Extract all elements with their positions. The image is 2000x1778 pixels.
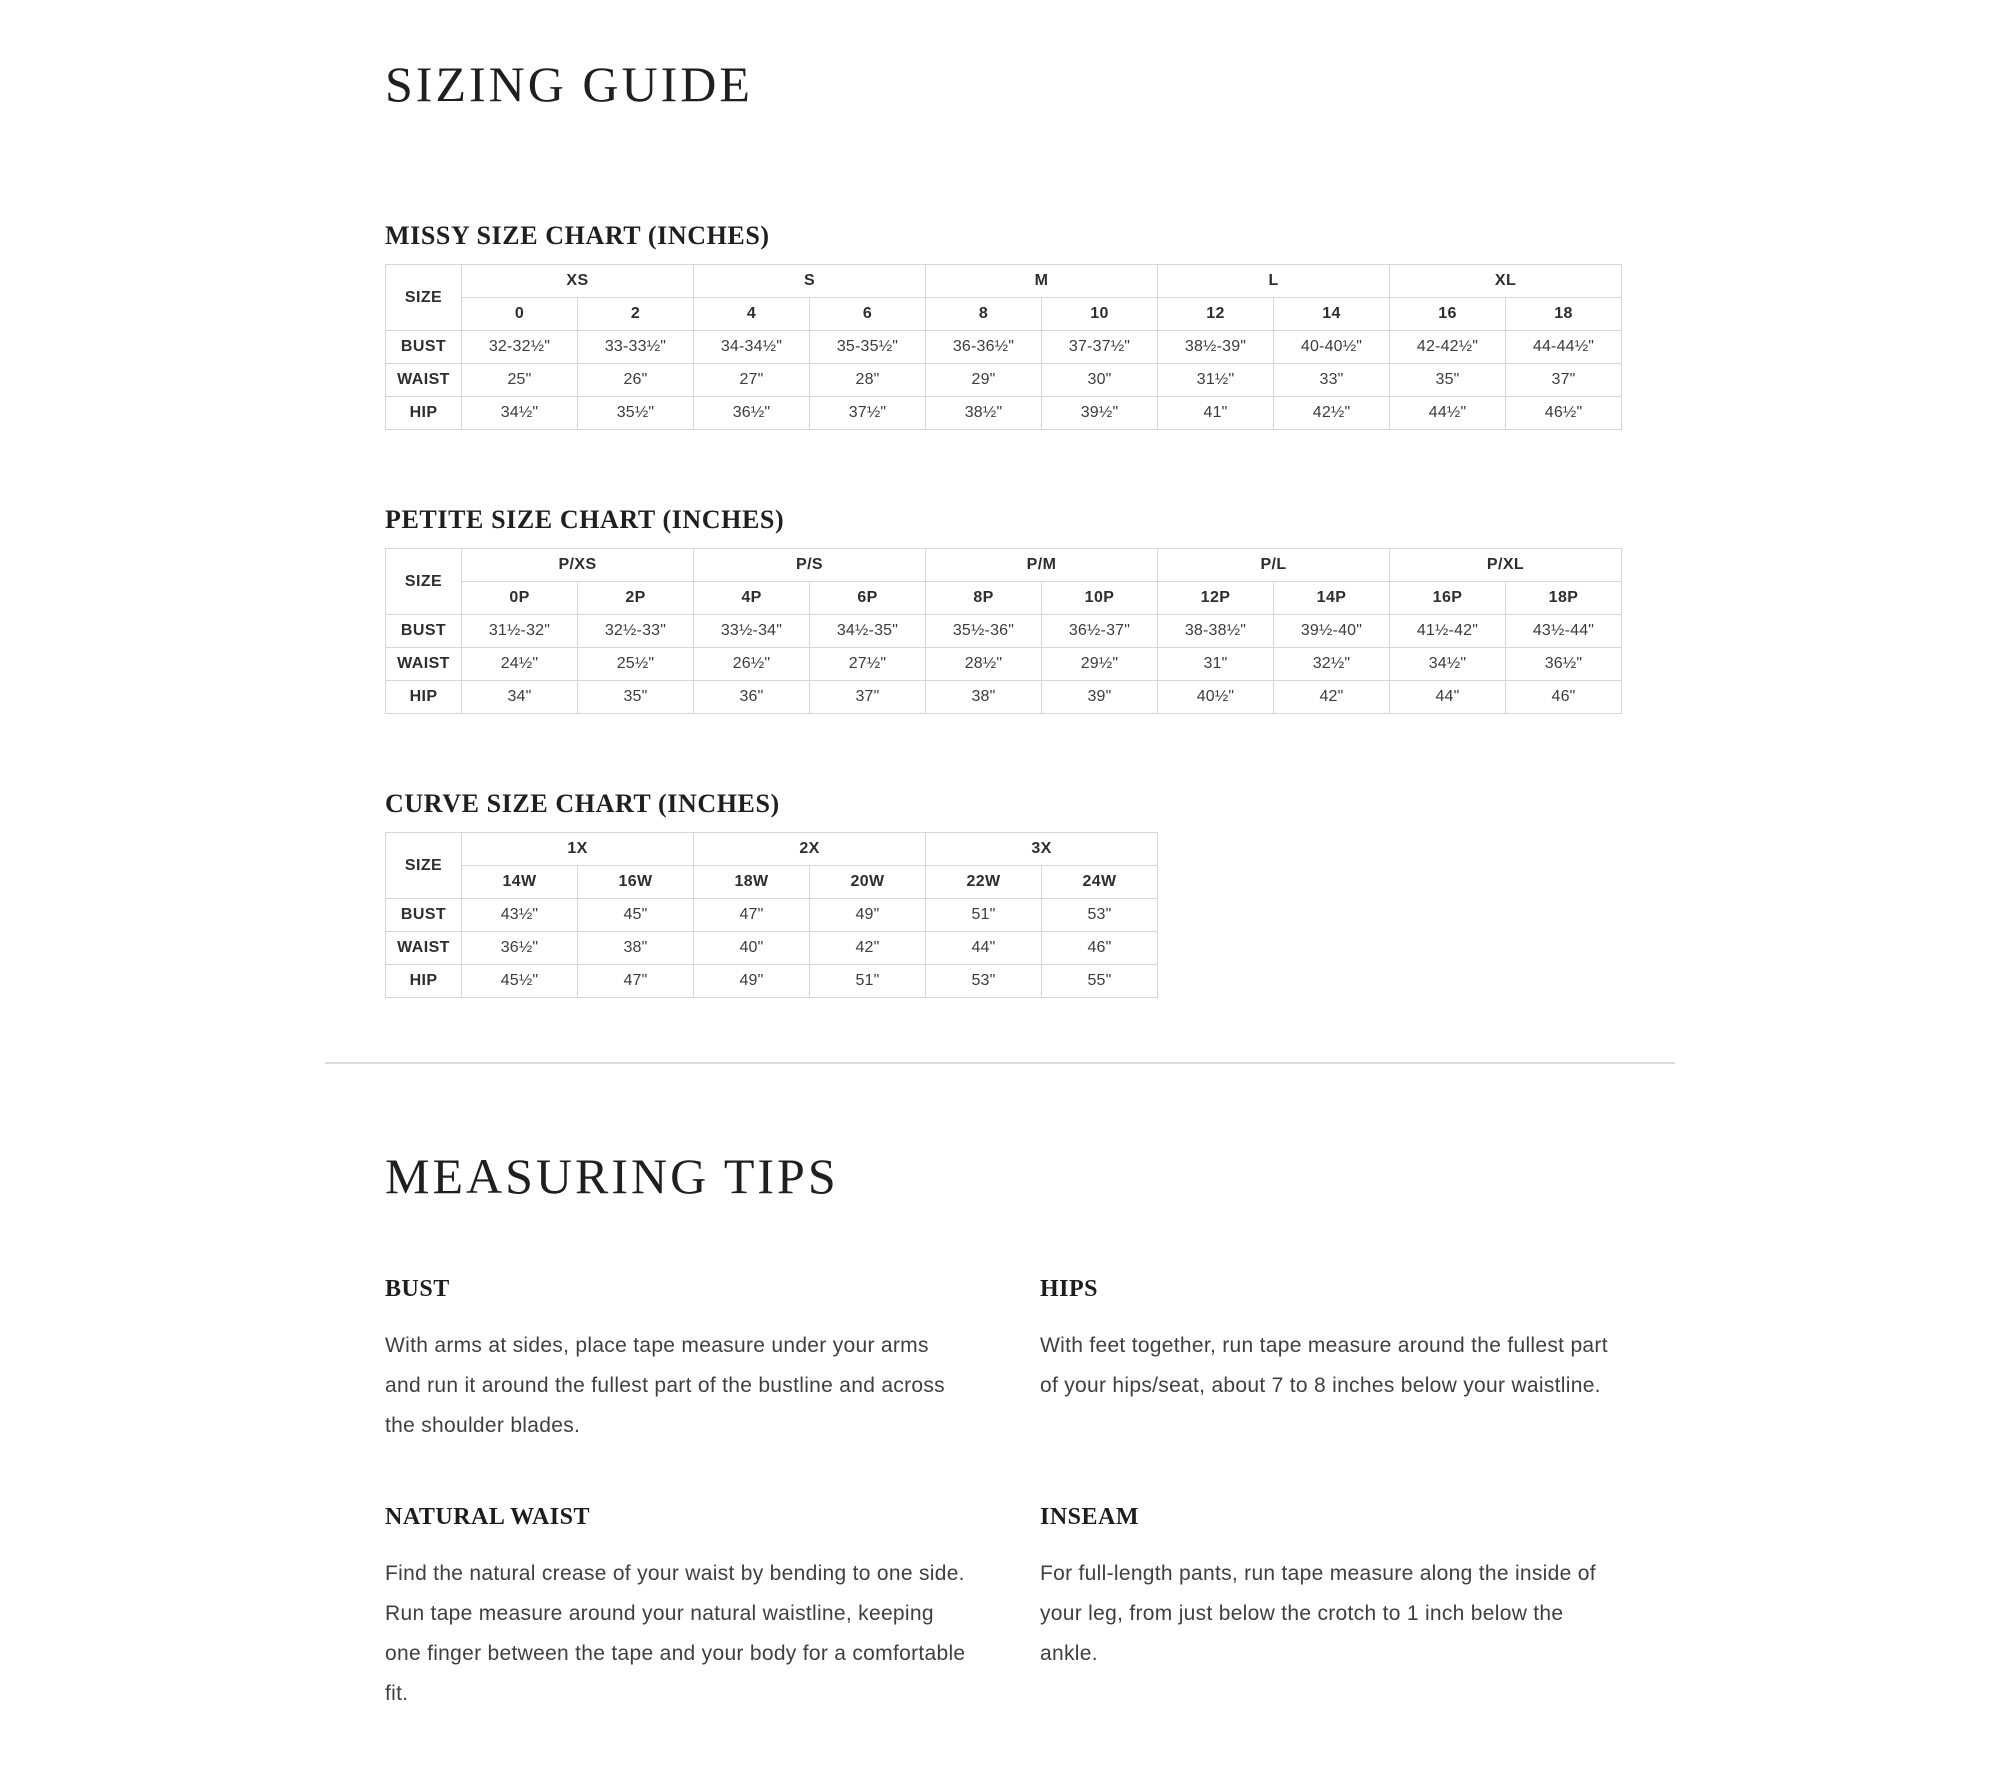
table-header-size-row <box>386 298 1622 331</box>
size-number-cell: 14W <box>462 866 578 899</box>
measure-value-cell: 35" <box>578 681 694 714</box>
table-data-row <box>386 648 1622 681</box>
measure-value-cell: 39" <box>1042 681 1158 714</box>
measure-value-cell: 27" <box>694 364 810 397</box>
measure-value-cell: 41½-42" <box>1390 615 1506 648</box>
measure-value-cell: 35" <box>1390 364 1506 397</box>
table-data-row <box>386 932 1158 965</box>
measure-value-cell: 34½" <box>1390 648 1506 681</box>
section-divider <box>325 1062 1675 1064</box>
measure-value-cell: 36½" <box>694 397 810 430</box>
measure-value-cell: 33" <box>1274 364 1390 397</box>
tip-inseam <box>1040 1504 1625 1714</box>
measure-value-cell: 35½-36" <box>926 615 1042 648</box>
measure-value-cell: 27½" <box>810 648 926 681</box>
measure-value-cell: 51" <box>926 899 1042 932</box>
measure-value-cell: 32½" <box>1274 648 1390 681</box>
measure-value-cell: 43½" <box>462 899 578 932</box>
measure-value-cell: 29" <box>926 364 1042 397</box>
table-header-group-row <box>386 549 1622 582</box>
measure-value-cell: 32½-33" <box>578 615 694 648</box>
measure-value-cell: 36½" <box>462 932 578 965</box>
measure-value-cell: 39½-40" <box>1274 615 1390 648</box>
size-number-cell: 16 <box>1390 298 1506 331</box>
table-data-row <box>386 364 1622 397</box>
measure-value-cell: 42" <box>1274 681 1390 714</box>
size-number-cell: 2P <box>578 582 694 615</box>
table-header-group-row <box>386 265 1622 298</box>
size-number-cell: 2 <box>578 298 694 331</box>
measure-value-cell: 29½" <box>1042 648 1158 681</box>
size-number-cell: 12 <box>1158 298 1274 331</box>
size-number-cell: 14 <box>1274 298 1390 331</box>
size-number-cell: 14P <box>1274 582 1390 615</box>
measure-value-cell: 24½" <box>462 648 578 681</box>
size-label-cell: SIZE <box>386 549 462 615</box>
size-number-cell: 6 <box>810 298 926 331</box>
measure-value-cell: 37½" <box>810 397 926 430</box>
size-group-cell: S <box>694 265 926 298</box>
size-label-cell: SIZE <box>386 833 462 899</box>
size-chart-table-petite <box>385 548 1622 714</box>
measure-value-cell: 47" <box>578 965 694 998</box>
measure-value-cell: 49" <box>810 899 926 932</box>
size-number-cell: 20W <box>810 866 926 899</box>
size-group-cell: P/L <box>1158 549 1390 582</box>
measure-value-cell: 37" <box>810 681 926 714</box>
size-number-cell: 18P <box>1506 582 1622 615</box>
measure-value-cell: 42-42½" <box>1390 331 1506 364</box>
size-number-cell: 0 <box>462 298 578 331</box>
size-group-cell: P/M <box>926 549 1158 582</box>
size-charts <box>385 222 1625 998</box>
measure-label-cell: WAIST <box>386 648 462 681</box>
size-number-cell: 10 <box>1042 298 1158 331</box>
tip-text: With feet together, run tape measure around the fullest part of your hips/seat, about 7 to 8 inches below your waistline. <box>1040 1334 1608 1397</box>
measure-value-cell: 37-37½" <box>1042 331 1158 364</box>
measure-value-cell: 34½" <box>462 397 578 430</box>
measure-value-cell: 34" <box>462 681 578 714</box>
measure-value-cell: 53" <box>926 965 1042 998</box>
size-group-cell: P/XS <box>462 549 694 582</box>
measure-value-cell: 45" <box>578 899 694 932</box>
size-number-cell: 6P <box>810 582 926 615</box>
table-data-row <box>386 615 1622 648</box>
measure-label-cell: WAIST <box>386 364 462 397</box>
measure-label-cell: HIP <box>386 965 462 998</box>
size-group-cell: 1X <box>462 833 694 866</box>
measure-label-cell: WAIST <box>386 932 462 965</box>
measure-value-cell: 36" <box>694 681 810 714</box>
measure-value-cell: 40-40½" <box>1274 331 1390 364</box>
measure-value-cell: 33½-34" <box>694 615 810 648</box>
measure-value-cell: 36-36½" <box>926 331 1042 364</box>
tip-text: Find the natural crease of your waist by bending to one side. Run tape measure around your natural waistline, keeping one finger between the tape and your body for a comfortable fit. <box>385 1562 966 1705</box>
measure-value-cell: 40" <box>694 932 810 965</box>
measure-label-cell: HIP <box>386 681 462 714</box>
measuring-tips-title: MEASURING TIPS <box>385 1148 839 1204</box>
size-chart-title: PETITE SIZE CHART (INCHES) <box>385 505 785 534</box>
measure-value-cell: 44" <box>926 932 1042 965</box>
table-data-row <box>386 899 1158 932</box>
size-number-cell: 16P <box>1390 582 1506 615</box>
size-number-cell: 8P <box>926 582 1042 615</box>
table-data-row <box>386 681 1622 714</box>
tip-text: With arms at sides, place tape measure under your arms and run it around the fullest part of the bustline and across the shoulder blades. <box>385 1334 945 1437</box>
tip-heading: NATURAL WAIST <box>385 1504 591 1530</box>
size-number-cell: 4P <box>694 582 810 615</box>
size-group-cell: 3X <box>926 833 1158 866</box>
size-number-cell: 10P <box>1042 582 1158 615</box>
size-number-cell: 12P <box>1158 582 1274 615</box>
measure-value-cell: 36½-37" <box>1042 615 1158 648</box>
measure-value-cell: 40½" <box>1158 681 1274 714</box>
measure-value-cell: 44" <box>1390 681 1506 714</box>
size-chart-table-curve <box>385 832 1158 998</box>
size-chart-curve <box>385 790 1625 998</box>
measure-value-cell: 46" <box>1042 932 1158 965</box>
measure-label-cell: BUST <box>386 331 462 364</box>
measure-value-cell: 30" <box>1042 364 1158 397</box>
size-number-cell: 22W <box>926 866 1042 899</box>
size-group-cell: XL <box>1390 265 1622 298</box>
measure-value-cell: 45½" <box>462 965 578 998</box>
measure-value-cell: 38½" <box>926 397 1042 430</box>
measure-value-cell: 26" <box>578 364 694 397</box>
measure-label-cell: BUST <box>386 615 462 648</box>
page-title: SIZING GUIDE <box>385 56 753 112</box>
measure-label-cell: HIP <box>386 397 462 430</box>
size-number-cell: 4 <box>694 298 810 331</box>
measure-value-cell: 44½" <box>1390 397 1506 430</box>
measure-value-cell: 31½" <box>1158 364 1274 397</box>
measure-value-cell: 46½" <box>1506 397 1622 430</box>
tips-grid <box>385 1276 1625 1714</box>
measure-value-cell: 35½" <box>578 397 694 430</box>
measure-value-cell: 41" <box>1158 397 1274 430</box>
measure-value-cell: 38-38½" <box>1158 615 1274 648</box>
page-content <box>385 0 1625 1714</box>
tip-heading: INSEAM <box>1040 1504 1140 1530</box>
measuring-tips-section <box>385 1150 1625 1714</box>
table-header-group-row <box>386 833 1158 866</box>
size-chart-table-missy <box>385 264 1622 430</box>
measure-value-cell: 38" <box>578 932 694 965</box>
size-number-cell: 0P <box>462 582 578 615</box>
measure-value-cell: 49" <box>694 965 810 998</box>
measure-value-cell: 55" <box>1042 965 1158 998</box>
measure-value-cell: 42" <box>810 932 926 965</box>
measure-value-cell: 38½-39" <box>1158 331 1274 364</box>
table-data-row <box>386 965 1158 998</box>
measure-value-cell: 38" <box>926 681 1042 714</box>
measure-value-cell: 42½" <box>1274 397 1390 430</box>
measure-value-cell: 47" <box>694 899 810 932</box>
size-group-cell: M <box>926 265 1158 298</box>
measure-value-cell: 39½" <box>1042 397 1158 430</box>
measure-value-cell: 26½" <box>694 648 810 681</box>
measure-value-cell: 28" <box>810 364 926 397</box>
measure-value-cell: 25½" <box>578 648 694 681</box>
measure-value-cell: 32-32½" <box>462 331 578 364</box>
size-number-cell: 18 <box>1506 298 1622 331</box>
tip-heading: BUST <box>385 1276 450 1302</box>
table-header-size-row <box>386 866 1158 899</box>
measure-value-cell: 36½" <box>1506 648 1622 681</box>
measure-value-cell: 34-34½" <box>694 331 810 364</box>
measure-value-cell: 51" <box>810 965 926 998</box>
size-chart-title: CURVE SIZE CHART (INCHES) <box>385 789 780 818</box>
size-label-cell: SIZE <box>386 265 462 331</box>
tip-text: For full-length pants, run tape measure along the inside of your leg, from just below the crotch to 1 inch below the ankle. <box>1040 1562 1596 1665</box>
size-group-cell: P/S <box>694 549 926 582</box>
tip-hips <box>1040 1276 1625 1446</box>
table-data-row <box>386 331 1622 364</box>
tip-bust <box>385 1276 970 1446</box>
table-header-size-row <box>386 582 1622 615</box>
measure-value-cell: 35-35½" <box>810 331 926 364</box>
size-chart-missy <box>385 222 1625 430</box>
size-group-cell: P/XL <box>1390 549 1622 582</box>
size-number-cell: 18W <box>694 866 810 899</box>
measure-value-cell: 31½-32" <box>462 615 578 648</box>
tip-heading: HIPS <box>1040 1276 1099 1302</box>
size-chart-petite <box>385 506 1625 714</box>
measure-label-cell: BUST <box>386 899 462 932</box>
measure-value-cell: 28½" <box>926 648 1042 681</box>
measure-value-cell: 44-44½" <box>1506 331 1622 364</box>
size-number-cell: 8 <box>926 298 1042 331</box>
measure-value-cell: 37" <box>1506 364 1622 397</box>
measure-value-cell: 33-33½" <box>578 331 694 364</box>
size-group-cell: 2X <box>694 833 926 866</box>
measure-value-cell: 53" <box>1042 899 1158 932</box>
size-number-cell: 16W <box>578 866 694 899</box>
size-chart-title: MISSY SIZE CHART (INCHES) <box>385 221 770 250</box>
measure-value-cell: 31" <box>1158 648 1274 681</box>
size-group-cell: XS <box>462 265 694 298</box>
measure-value-cell: 34½-35" <box>810 615 926 648</box>
table-data-row <box>386 397 1622 430</box>
size-group-cell: L <box>1158 265 1390 298</box>
size-number-cell: 24W <box>1042 866 1158 899</box>
measure-value-cell: 43½-44" <box>1506 615 1622 648</box>
tip-natural-waist <box>385 1504 970 1714</box>
measure-value-cell: 25" <box>462 364 578 397</box>
measure-value-cell: 46" <box>1506 681 1622 714</box>
